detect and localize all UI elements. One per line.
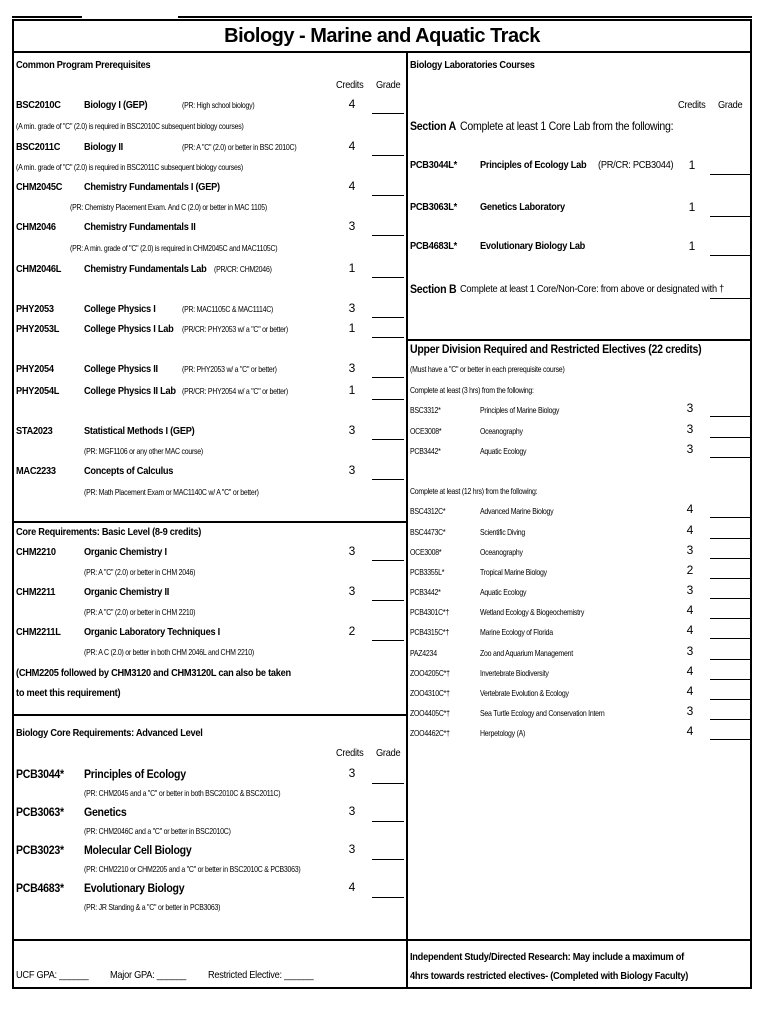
grade-input-line[interactable] <box>710 457 750 458</box>
elective-code: ZOO4405C*† <box>410 708 450 718</box>
lab-code: PCB3044L* <box>410 159 457 171</box>
course-name: Molecular Cell Biology <box>84 843 192 857</box>
course-code: PHY2054L <box>16 385 60 397</box>
course-code: PHY2054 <box>16 363 54 375</box>
grade-input-line[interactable] <box>372 859 404 860</box>
course-code: PCB3044* <box>16 767 64 781</box>
credit-value: 3 <box>686 583 694 597</box>
course-name: Biology I (GEP) <box>84 99 148 111</box>
course-name: Biology II <box>84 141 123 153</box>
elective-name: Aquatic Ecology <box>480 446 527 456</box>
elective-code: PCB3442* <box>410 446 441 456</box>
elective-code: PCB4315C*† <box>410 627 450 637</box>
section-b-text: Complete at least 1 Core/Non-Core: from above or designated with † <box>460 283 725 295</box>
page-title: Biology - Marine and Aquatic Track <box>14 21 750 53</box>
credit-value: 2 <box>348 624 356 638</box>
course-code: PHY2053L <box>16 323 60 335</box>
credit-value: 1 <box>688 200 696 214</box>
elective-code: PAZ4234 <box>410 648 437 658</box>
course-prereq-note: (PR: CHM2045 and a "C" or better in both BSC2010C & BSC2011C) <box>84 788 281 798</box>
grade-input-line[interactable] <box>710 255 750 256</box>
course-prereq-note: (PR: CHM2210 or CHM2205 and a "C" or better in BSC2010C & PCB3063) <box>84 864 301 874</box>
credit-value: 3 <box>348 463 356 477</box>
course-code: CHM2211L <box>16 626 61 638</box>
course-prereq-note: (PR: A "C" (2.0) or better in CHM 2210) <box>84 607 196 617</box>
course-name: Principles of Ecology <box>84 767 186 781</box>
elective-name: Advanced Marine Biology <box>480 506 554 516</box>
elective-name: Oceanography <box>480 426 523 436</box>
course-code: STA2023 <box>16 425 53 437</box>
course-prereq-note: (PR: A "C" (2.0) or better in CHM 2046) <box>84 567 196 577</box>
grade-input-line[interactable] <box>372 600 404 601</box>
grade-input-line[interactable] <box>372 113 404 114</box>
credit-value: 3 <box>686 442 694 456</box>
prereq-note: (A min. grade of "C" (2.0) is required in BSC2010C subsequent biology courses) <box>16 121 244 131</box>
restricted-elective-field: Restricted Elective: ______ <box>208 969 314 981</box>
credit-value: 1 <box>688 158 696 172</box>
course-prereq-note: (PR: JR Standing & a "C" or better in PCB3063) <box>84 902 221 912</box>
credit-value: 4 <box>348 179 356 193</box>
core-basic-footnote-1: (CHM2205 followed by CHM3120 and CHM3120L can also be taken <box>16 667 291 679</box>
independent-study-note-1: Independent Study/Directed Research: May include a maximum of <box>410 951 685 963</box>
credit-value: 3 <box>348 219 356 233</box>
credit-value: 1 <box>348 261 356 275</box>
credit-value: 4 <box>686 523 694 537</box>
course-prereq-note: (PR: PHY2053 w/ a "C" or better) <box>182 364 277 374</box>
course-name: Chemistry Fundamentals II <box>84 221 196 233</box>
ucf-gpa-field: UCF GPA: ______ <box>16 969 89 981</box>
prereq-note: (PR: MGF1106 or any other MAC course) <box>84 446 203 456</box>
credit-value: 3 <box>348 301 356 315</box>
prereq-note: (PR: Math Placement Exam or MAC1140C w/ A "C" or better) <box>84 487 259 497</box>
grade-input-line[interactable] <box>710 638 750 639</box>
elective-name: Tropical Marine Biology <box>480 567 547 577</box>
credit-value: 3 <box>348 842 356 856</box>
course-prereq-note: (PR/CR: PHY2053 w/ a "C" or better) <box>182 324 288 334</box>
course-name: College Physics I <box>84 303 156 315</box>
course-name: Chemistry Fundamentals Lab <box>84 263 207 275</box>
elective-code: ZOO4310C*† <box>410 688 450 698</box>
credit-value: 3 <box>686 543 694 557</box>
credit-value: 4 <box>686 623 694 637</box>
grade-input-line[interactable] <box>372 479 404 480</box>
grade-input-line[interactable] <box>710 437 750 438</box>
grade-input-line[interactable] <box>372 317 404 318</box>
credit-value: 3 <box>348 804 356 818</box>
credit-value: 4 <box>686 724 694 738</box>
elective-code: BSC3312* <box>410 405 441 415</box>
credit-value: 3 <box>686 704 694 718</box>
course-code: PHY2053 <box>16 303 54 315</box>
divider-footer <box>14 939 752 941</box>
core-adv-heading: Biology Core Requirements: Advanced Level <box>16 727 203 739</box>
grade-input-line[interactable] <box>372 399 404 400</box>
course-name: Genetics <box>84 805 127 819</box>
elective-code: PCB3442* <box>410 587 441 597</box>
course-prereq-note: (PR/CR: CHM2046) <box>214 264 272 274</box>
grade-input-line[interactable] <box>710 598 750 599</box>
course-name: Evolutionary Biology <box>84 881 185 895</box>
grade-input-line[interactable] <box>372 337 404 338</box>
credit-value: 1 <box>348 383 356 397</box>
grade-input-line[interactable] <box>710 216 750 217</box>
grade-input-line[interactable] <box>710 538 750 539</box>
prereq-note: (PR: Chemistry Placement Exam. And C (2.0) or better in MAC 1105) <box>70 202 267 212</box>
independent-study-note-2: 4hrs towards restricted electives- (Completed with Biology Faculty) <box>410 970 689 982</box>
credit-value: 4 <box>348 97 356 111</box>
section-a-label: Section A <box>410 119 456 133</box>
credit-value: 2 <box>686 563 694 577</box>
course-name: College Physics I Lab <box>84 323 174 335</box>
elective-name: Scientific Diving <box>480 527 526 537</box>
elective-code: PCB4301C*† <box>410 607 450 617</box>
grade-input-line[interactable] <box>710 174 750 175</box>
credit-value: 4 <box>686 684 694 698</box>
grade-input-line[interactable] <box>710 719 750 720</box>
elective-name: Aquatic Ecology <box>480 587 527 597</box>
prereq-note: (PR: A min. grade of "C" (2.0) is required in CHM2045C and MAC1105C) <box>70 243 278 253</box>
course-code: CHM2210 <box>16 546 56 558</box>
elective-name: Invertebrate Biodiversity <box>480 668 549 678</box>
grade-input-line[interactable] <box>710 416 750 417</box>
course-code: CHM2211 <box>16 586 56 598</box>
course-code: CHM2046L <box>16 263 62 275</box>
elective-name: Principles of Marine Biology <box>480 405 560 415</box>
section-b-grade-line <box>710 298 750 299</box>
credit-value: 3 <box>686 644 694 658</box>
grade-input-line[interactable] <box>710 517 750 518</box>
credits-header-adv: Credits <box>336 747 364 759</box>
credit-value: 1 <box>348 321 356 335</box>
divider-upper <box>406 339 752 341</box>
grade-input-line[interactable] <box>710 679 750 680</box>
course-code: PCB3023* <box>16 843 64 857</box>
lab-note: (PR/CR: PCB3044) <box>598 159 674 171</box>
grade-input-line[interactable] <box>710 739 750 740</box>
course-name: College Physics II <box>84 363 158 375</box>
grade-input-line[interactable] <box>710 618 750 619</box>
course-code: BSC2011C <box>16 141 61 153</box>
grade-input-line[interactable] <box>372 439 404 440</box>
lab-code: PCB4683L* <box>410 240 457 252</box>
curriculum-sheet <box>12 19 752 989</box>
elective-code: BSC4473C* <box>410 527 446 537</box>
course-code: CHM2045C <box>16 181 63 193</box>
lab-name: Evolutionary Biology Lab <box>480 240 586 252</box>
section-b-label: Section B <box>410 282 457 296</box>
elective-code: ZOO4462C*† <box>410 728 450 738</box>
core-basic-footnote-2: to meet this requirement) <box>16 687 121 699</box>
course-name: Chemistry Fundamentals I (GEP) <box>84 181 220 193</box>
grade-input-line[interactable] <box>710 699 750 700</box>
elective-name: Zoo and Aquarium Management <box>480 648 573 658</box>
grade-header-adv: Grade <box>376 747 401 759</box>
credit-value: 4 <box>348 880 356 894</box>
grade-header: Grade <box>376 79 401 91</box>
credit-value: 4 <box>686 664 694 678</box>
major-gpa-field: Major GPA: ______ <box>110 969 186 981</box>
grade-input-line[interactable] <box>372 195 404 196</box>
column-divider <box>406 53 408 989</box>
grade-input-line[interactable] <box>372 783 404 784</box>
elective-code: OCE3008* <box>410 547 442 557</box>
elective-name: Oceanography <box>480 547 523 557</box>
credit-value: 3 <box>686 422 694 436</box>
course-prereq-note: (PR: MAC1105C & MAC1114C) <box>182 304 274 314</box>
grade-input-line[interactable] <box>372 821 404 822</box>
course-code: MAC2233 <box>16 465 56 477</box>
divider-core-adv <box>14 714 406 716</box>
divider-core-basic <box>14 521 406 523</box>
grade-input-line[interactable] <box>372 897 404 898</box>
credit-value: 1 <box>688 239 696 253</box>
course-prereq-note: (PR: A "C" (2.0) or better in BSC 2010C) <box>182 142 297 152</box>
labs-grade-header: Grade <box>718 99 743 111</box>
labs-credits-header: Credits <box>678 99 706 111</box>
credit-value: 4 <box>686 502 694 516</box>
elective-name: Wetland Ecology & Biogeochemistry <box>480 607 585 617</box>
course-code: PCB4683* <box>16 881 64 895</box>
credit-value: 3 <box>686 401 694 415</box>
course-code: PCB3063* <box>16 805 64 819</box>
labs-heading: Biology Laboratories Courses <box>410 59 535 71</box>
lab-name: Genetics Laboratory <box>480 201 565 213</box>
credit-value: 3 <box>348 361 356 375</box>
section-a-text: Complete at least 1 Core Lab from the following: <box>460 119 674 133</box>
grade-input-line[interactable] <box>372 277 404 278</box>
course-name: Concepts of Calculus <box>84 465 174 477</box>
grade-input-line[interactable] <box>372 155 404 156</box>
course-prereq-note: (PR: CHM2046C and a "C" or better in BSC2010C) <box>84 826 231 836</box>
grade-input-line[interactable] <box>372 377 404 378</box>
elective-code: ZOO4205C*† <box>410 668 450 678</box>
course-prereq-note: (PR: A C (2.0) or better in both CHM 2046L and CHM 2210) <box>84 647 254 657</box>
credit-value: 4 <box>348 139 356 153</box>
group2-label: Complete at least (12 hrs) from the following: <box>410 486 538 496</box>
upper-heading: Upper Division Required and Restricted Electives (22 credits) <box>410 342 702 356</box>
course-prereq-note: (PR: High school biology) <box>182 100 255 110</box>
credit-value: 3 <box>348 584 356 598</box>
grade-input-line[interactable] <box>372 560 404 561</box>
credit-value: 3 <box>348 423 356 437</box>
credits-header: Credits <box>336 79 364 91</box>
grade-input-line[interactable] <box>372 640 404 641</box>
course-name: College Physics II Lab <box>84 385 176 397</box>
course-prereq-note: (PR/CR: PHY2054 w/ a "C" or better) <box>182 386 288 396</box>
lab-code: PCB3063L* <box>410 201 457 213</box>
credit-value: 4 <box>686 603 694 617</box>
course-code: BSC2010C <box>16 99 61 111</box>
group1-label: Complete at least (3 hrs) from the following: <box>410 385 534 395</box>
course-name: Organic Laboratory Techniques I <box>84 626 220 638</box>
elective-code: OCE3008* <box>410 426 442 436</box>
course-name: Organic Chemistry II <box>84 586 170 598</box>
upper-must-note: (Must have a "C" or better in each prerequisite course) <box>410 364 565 374</box>
elective-name: Sea Turtle Ecology and Conservation Intern <box>480 708 605 718</box>
core-basic-heading: Core Requirements: Basic Level (8-9 credits) <box>16 526 202 538</box>
grade-input-line[interactable] <box>710 659 750 660</box>
lab-name: Principles of Ecology Lab <box>480 159 587 171</box>
elective-name: Marine Ecology of Florida <box>480 627 553 637</box>
elective-code: BSC4312C* <box>410 506 446 516</box>
course-name: Organic Chemistry I <box>84 546 167 558</box>
grade-input-line[interactable] <box>710 558 750 559</box>
top-rule-left <box>12 16 82 18</box>
prereq-note: (A min. grade of "C" (2.0) is required in BSC2011C subsequent biology courses) <box>16 162 243 172</box>
course-code: CHM2046 <box>16 221 56 233</box>
elective-code: PCB3355L* <box>410 567 445 577</box>
elective-name: Vertebrate Evolution & Ecology <box>480 688 569 698</box>
grade-input-line[interactable] <box>710 578 750 579</box>
grade-input-line[interactable] <box>372 235 404 236</box>
prereq-heading: Common Program Prerequisites <box>16 59 151 71</box>
credit-value: 3 <box>348 766 356 780</box>
elective-name: Herpetology (A) <box>480 728 526 738</box>
credit-value: 3 <box>348 544 356 558</box>
top-rule-right <box>178 16 752 18</box>
course-name: Statistical Methods I (GEP) <box>84 425 195 437</box>
